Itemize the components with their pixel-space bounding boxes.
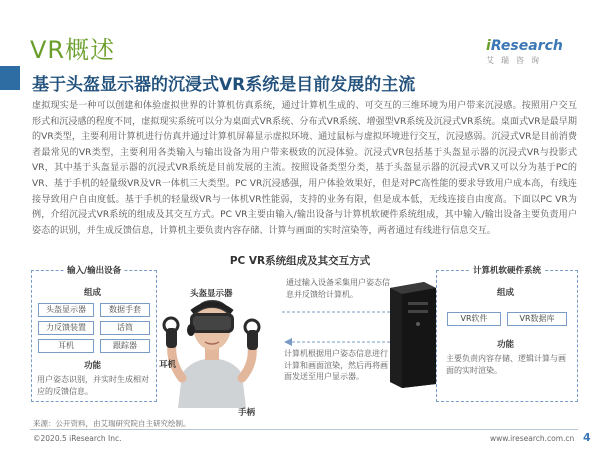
copyright: ©2020.5 iResearch Inc. [33, 434, 122, 443]
chip-vr-software: VR软件 [447, 312, 501, 326]
logo-subtext: 艾瑞咨询 [486, 56, 546, 65]
controller-right-icon [245, 320, 259, 350]
note-render-flow: 计算机根据用户姿态信息进行计算和画面渲染，然后再将画面发送至用户显示器。 [284, 349, 388, 381]
right-group-label: 组成 [497, 288, 515, 298]
computer-system-heading: 计算机软硬件系统 [470, 264, 544, 276]
logo-main-text: Research [490, 38, 563, 54]
label-hmd: 头盔显示器 [190, 289, 233, 299]
left-func-text: 用户姿态识别，并实时生成相对应的反馈信息。 [37, 375, 149, 396]
logo-prefix: i [486, 38, 491, 54]
chip-hmd: 头盔显示器 [38, 303, 94, 317]
page-number: 4 [583, 431, 591, 444]
iresearch-logo [486, 38, 578, 66]
page-subtitle: 基于头盔显示器的沉浸式VR系统是目前发展的主流 [32, 75, 416, 95]
footer-divider [30, 429, 578, 430]
left-func-label: 功能 [84, 361, 102, 371]
right-func-label: 功能 [497, 340, 515, 350]
left-group-label: 组成 [84, 288, 102, 298]
source-note: 来源：公开资料，由艾瑞研究院自主研究绘制。 [33, 419, 191, 428]
page-title: VR概述 [30, 36, 116, 64]
diagram-title: PC VR系统组成及其交互方式 [229, 255, 371, 267]
label-handle: 手柄 [238, 408, 256, 418]
body-paragraph: 虚拟现实是一种可以创建和体验虚拟世界的计算机仿真系统，通过计算机生成的、可交互的三维环境为用户带来沉浸感。按照用户交互形式和沉浸感的程度不同，虚拟现实系统可以分为桌面式VR系统、分布式VR系统、增强型VR系统及沉浸式VR系统。桌面式VR是最早期的VR类型，主要利用计算机进行仿真并通过计算机屏幕显示虚拟环境、通过鼠标与虚拟环境进行交互，沉浸感弱。沉浸式VR是目前消费者最常见的VR类型，主要利用各类输入与输出设备为用户带来极致的沉浸体验。沉浸式VR包括基于头盔显示器的沉浸式VR与投影式VR，其中基于头盔显示器的沉浸式VR系统是目前发展的主流。按照设备类型分类，基于头盔显示器的沉浸式VR又可以分为基于PC的VR、基于手机的轻量级VR及VR一体机三大类型。PC VR沉浸感强，用户体验效果好，但是对PC高性能的要求导致用户成本高，有线连接导致用户自由度低。基于手机的轻量级VR与一体机VR性能弱，支持的业务有限，但是成本低，无线连接自由度高。下面以PC VR为例，介绍沉浸式VR系统的组成及其交互方式。PC VR主要由输入/输出设备与计算机软硬件系统组成，其中输入/输出设备主要负责用户姿态的识别，并生成反馈信息，计算机主要负责内容存储、计算与画面的实时渲染等，两者通过有线进行信息交互。 [32, 101, 577, 236]
vr-user-illustration [160, 282, 275, 408]
chip-vr-database: VR数据库 [507, 312, 567, 326]
chip-tracker: 跟踪器 [100, 339, 150, 353]
brand-bar [0, 66, 20, 90]
chip-data-glove: 数据手套 [100, 303, 150, 317]
note-input-flow: 通过输入设备采集用户姿态信息并反馈给计算机。 [286, 278, 390, 299]
chip-microphone: 话筒 [100, 321, 150, 335]
website-link[interactable]: www.iresearch.com.cn [490, 434, 575, 443]
pc-tower-icon [384, 280, 440, 390]
input-output-heading: 输入/输出设备 [64, 264, 124, 276]
label-earphone: 耳机 [159, 360, 177, 370]
controller-left-icon [164, 318, 178, 348]
body-text [32, 99, 577, 239]
chip-earphone: 耳机 [38, 339, 94, 353]
arrow-left-icon [284, 338, 292, 346]
right-func-text: 主要负责内容存储、逻辑计算与画面的实时渲染。 [446, 354, 566, 375]
chip-force-feedback: 力反馈装置 [38, 321, 94, 335]
logo-wordmark [486, 38, 578, 54]
